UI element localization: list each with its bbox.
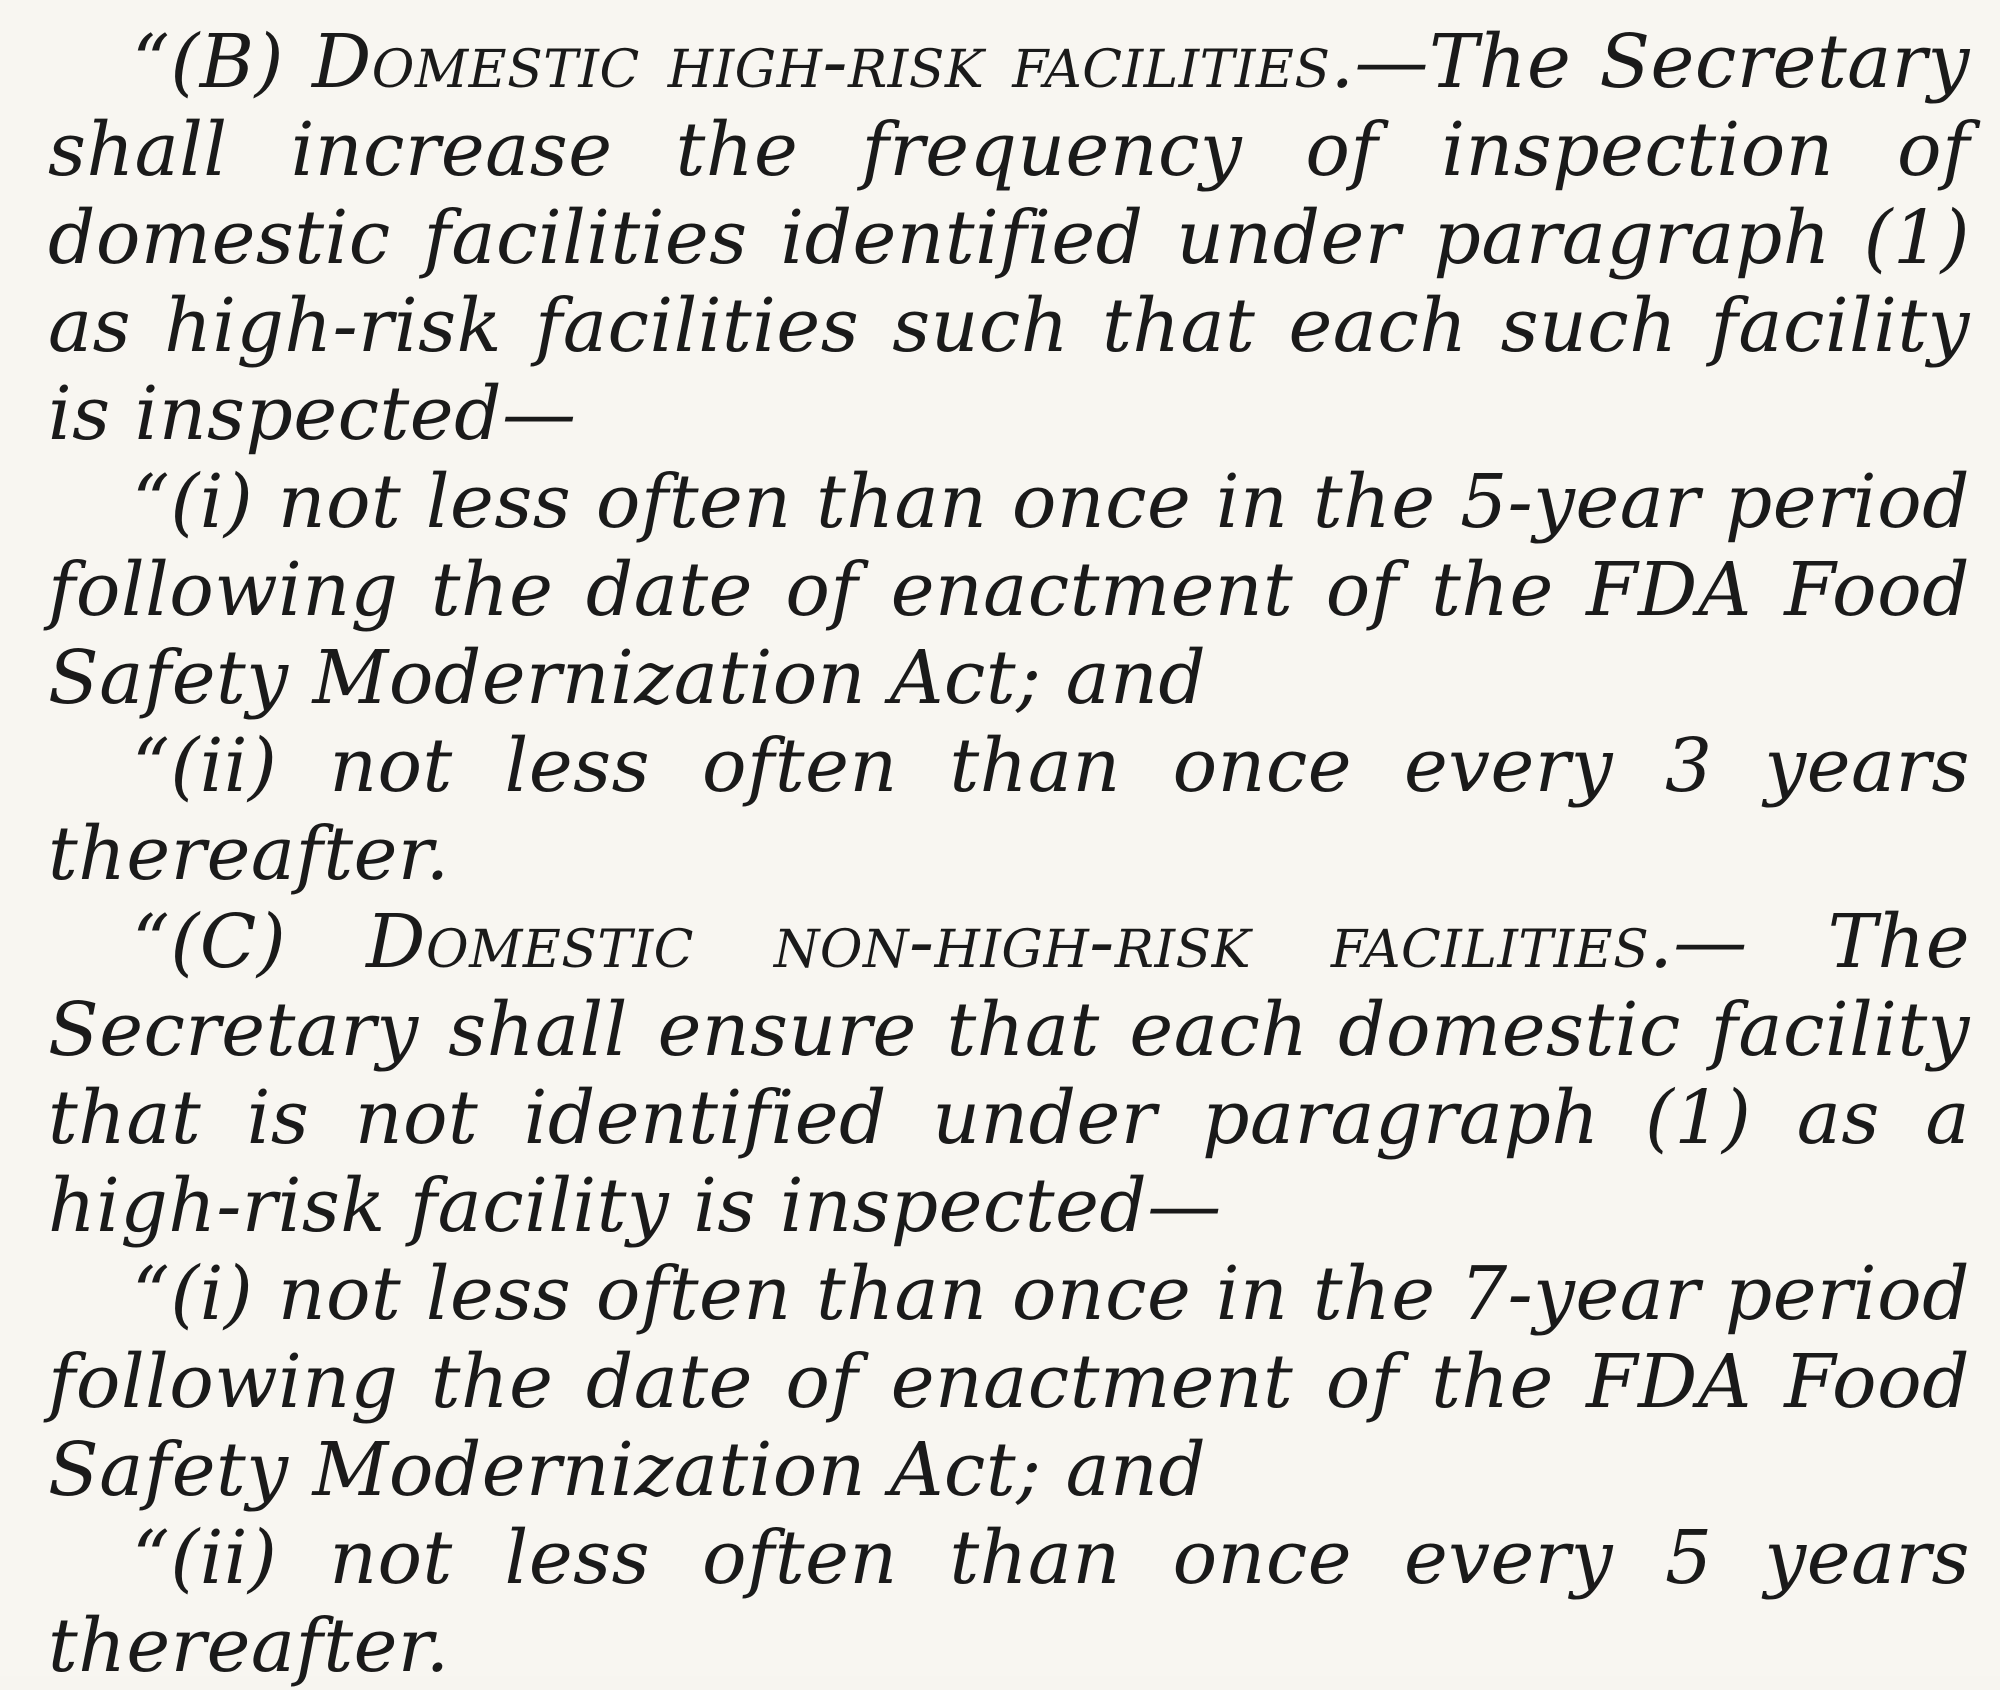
paragraph-b-clause-ii: “(ii) not less often than once every 3 years thereafter.	[48, 723, 1970, 897]
paragraph-b-prefix: “(B)	[132, 19, 312, 105]
paragraph-c-prefix: “(C)	[132, 899, 367, 985]
paragraph-b-heading: Domestic high-risk facilities	[311, 19, 1331, 105]
bill-text-block	[48, 18, 1970, 1690]
paragraph-b-clause-i: “(i) not less often than once in the 5-year period following the date of enactment of the FDA Food Safety Modernization Act; and	[48, 459, 1970, 721]
paragraph-b-text: .—The Secretary shall increase the frequency of inspection of domestic facilities identified under paragraph (1) as high-risk facilities such that each such facility is inspected—	[48, 19, 1970, 457]
paragraph-c-heading: Domestic non-high-risk facilities	[366, 899, 1650, 985]
paragraph-b	[48, 18, 1970, 458]
paragraph-c-text: .— The Secretary shall ensure that each domestic facility that is not identified under paragraph (1) as a high-risk facility is inspected—	[48, 899, 1970, 1249]
paragraph-c-clause-ii: “(ii) not less often than once every 5 years thereafter.	[48, 1515, 1970, 1689]
paragraph-c-clause-i: “(i) not less often than once in the 7-year period following the date of enactment of the FDA Food Safety Modernization Act; and	[48, 1251, 1970, 1513]
paragraph-c	[48, 898, 1970, 1250]
